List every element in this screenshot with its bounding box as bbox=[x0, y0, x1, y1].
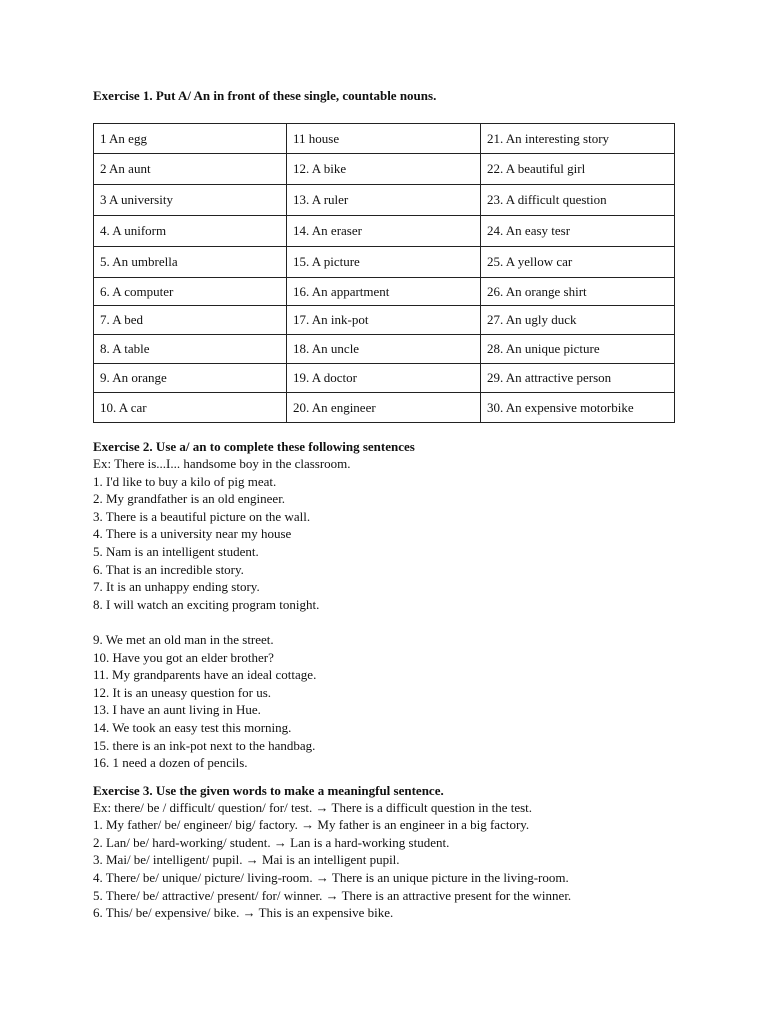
sentence-line: 9. We met an old man in the street. bbox=[93, 631, 274, 647]
sentence-line: 6. This/ be/ expensive/ bike. → This is an expensive bike. bbox=[93, 905, 394, 921]
table-cell: 25. A yellow car bbox=[481, 247, 675, 278]
table-cell: 20. An engineer bbox=[287, 393, 481, 423]
table-cell: 26. An orange shirt bbox=[481, 278, 675, 306]
table-row bbox=[94, 185, 675, 216]
table-cell: 2 An aunt bbox=[94, 154, 287, 185]
exercise-1-title: Exercise 1. Put A/ An in front of these single, countable nouns. bbox=[93, 88, 437, 103]
table-cell: 6. A computer bbox=[94, 278, 287, 306]
table-cell: 22. A beautiful girl bbox=[481, 154, 675, 185]
sentence-line: 10. Have you got an elder brother? bbox=[93, 649, 274, 665]
sentence-line: 11. My grandparents have an ideal cottage. bbox=[93, 667, 317, 683]
table-row bbox=[94, 364, 675, 393]
sentence-line: Ex: there/ be / difficult/ question/ for/ test. → There is a difficult question in the test. bbox=[93, 799, 533, 815]
sentence-line: 2. Lan/ be/ hard-working/ student. → Lan is a hard-working student. bbox=[93, 834, 450, 850]
sentence-line: 8. I will watch an exciting program tonight. bbox=[93, 596, 320, 612]
sentence-line: 3. There is a beautiful picture on the wall. bbox=[93, 508, 311, 524]
table-row bbox=[94, 335, 675, 364]
blank-line bbox=[93, 613, 768, 631]
sentence-line: 3. Mai/ be/ intelligent/ pupil. → Mai is an intelligent pupil. bbox=[93, 852, 400, 868]
table-cell: 24. An easy tesr bbox=[481, 216, 675, 247]
sentence-line: 13. I have an aunt living in Hue. bbox=[93, 702, 261, 718]
exercise-3-lines bbox=[93, 799, 768, 922]
table-cell: 27. An ugly duck bbox=[481, 306, 675, 335]
sentence-line: 12. It is an uneasy question for us. bbox=[93, 684, 272, 700]
table-row bbox=[94, 247, 675, 278]
table-row bbox=[94, 154, 675, 185]
sentence-line: 1. I'd like to buy a kilo of pig meat. bbox=[93, 473, 277, 489]
sentence-line: 1. My father/ be/ engineer/ big/ factory. → My father is an engineer in a big factory. bbox=[93, 817, 530, 833]
table-cell: 30. An expensive motorbike bbox=[481, 393, 675, 423]
sentence-line: 14. We took an easy test this morning. bbox=[93, 719, 292, 735]
table-row bbox=[94, 393, 675, 423]
table-row bbox=[94, 124, 675, 154]
exercise-1-table bbox=[93, 123, 675, 423]
sentence-line: 4. There/ be/ unique/ picture/ living-room. → There is an unique picture in the living-room. bbox=[93, 870, 569, 886]
table-cell: 10. A car bbox=[94, 393, 287, 423]
table-cell: 8. A table bbox=[94, 335, 287, 364]
table-cell: 12. A bike bbox=[287, 154, 481, 185]
table-cell: 14. An eraser bbox=[287, 216, 481, 247]
table-cell: 1 An egg bbox=[94, 124, 287, 154]
sentence-line: 5. Nam is an intelligent student. bbox=[93, 543, 259, 559]
exercise-2-lines bbox=[93, 455, 768, 772]
sentence-line: Ex: There is...I... handsome boy in the classroom. bbox=[93, 456, 351, 471]
exercise-3-section bbox=[93, 783, 768, 922]
sentence-line: 6. That is an incredible story. bbox=[93, 561, 244, 577]
table-cell: 3 A university bbox=[94, 185, 287, 216]
sentence-line: 7. It is an unhappy ending story. bbox=[93, 579, 260, 595]
table-cell: 23. A difficult question bbox=[481, 185, 675, 216]
sentence-line: 5. There/ be/ attractive/ present/ for/ winner. → There is an attractive present for the winner. bbox=[93, 887, 572, 903]
table-cell: 4. A uniform bbox=[94, 216, 287, 247]
table-cell: 13. A ruler bbox=[287, 185, 481, 216]
table-cell: 19. A doctor bbox=[287, 364, 481, 393]
exercise-2-section bbox=[93, 439, 768, 772]
table-cell: 9. An orange bbox=[94, 364, 287, 393]
table-row bbox=[94, 278, 675, 306]
sentence-line: 4. There is a university near my house bbox=[93, 526, 292, 542]
table-cell: 15. A picture bbox=[287, 247, 481, 278]
sentence-line: 2. My grandfather is an old engineer. bbox=[93, 491, 286, 507]
sentence-line: 16. 1 need a dozen of pencils. bbox=[93, 755, 248, 771]
exercise-3-title: Exercise 3. Use the given words to make a meaningful sentence. bbox=[93, 782, 444, 798]
table-row bbox=[94, 216, 675, 247]
exercise-2-title: Exercise 2. Use a/ an to complete these following sentences bbox=[93, 439, 415, 454]
table-cell: 18. An uncle bbox=[287, 335, 481, 364]
table-cell: 21. An interesting story bbox=[481, 124, 675, 154]
table-cell: 11 house bbox=[287, 124, 481, 154]
sentence-line: 15. there is an ink-pot next to the handbag. bbox=[93, 737, 316, 753]
table-cell: 17. An ink-pot bbox=[287, 306, 481, 335]
table-cell: 28. An unique picture bbox=[481, 335, 675, 364]
table-cell: 29. An attractive person bbox=[481, 364, 675, 393]
table-cell: 7. A bed bbox=[94, 306, 287, 335]
table-cell: 5. An umbrella bbox=[94, 247, 287, 278]
table-cell: 16. An appartment bbox=[287, 278, 481, 306]
table-row bbox=[94, 306, 675, 335]
